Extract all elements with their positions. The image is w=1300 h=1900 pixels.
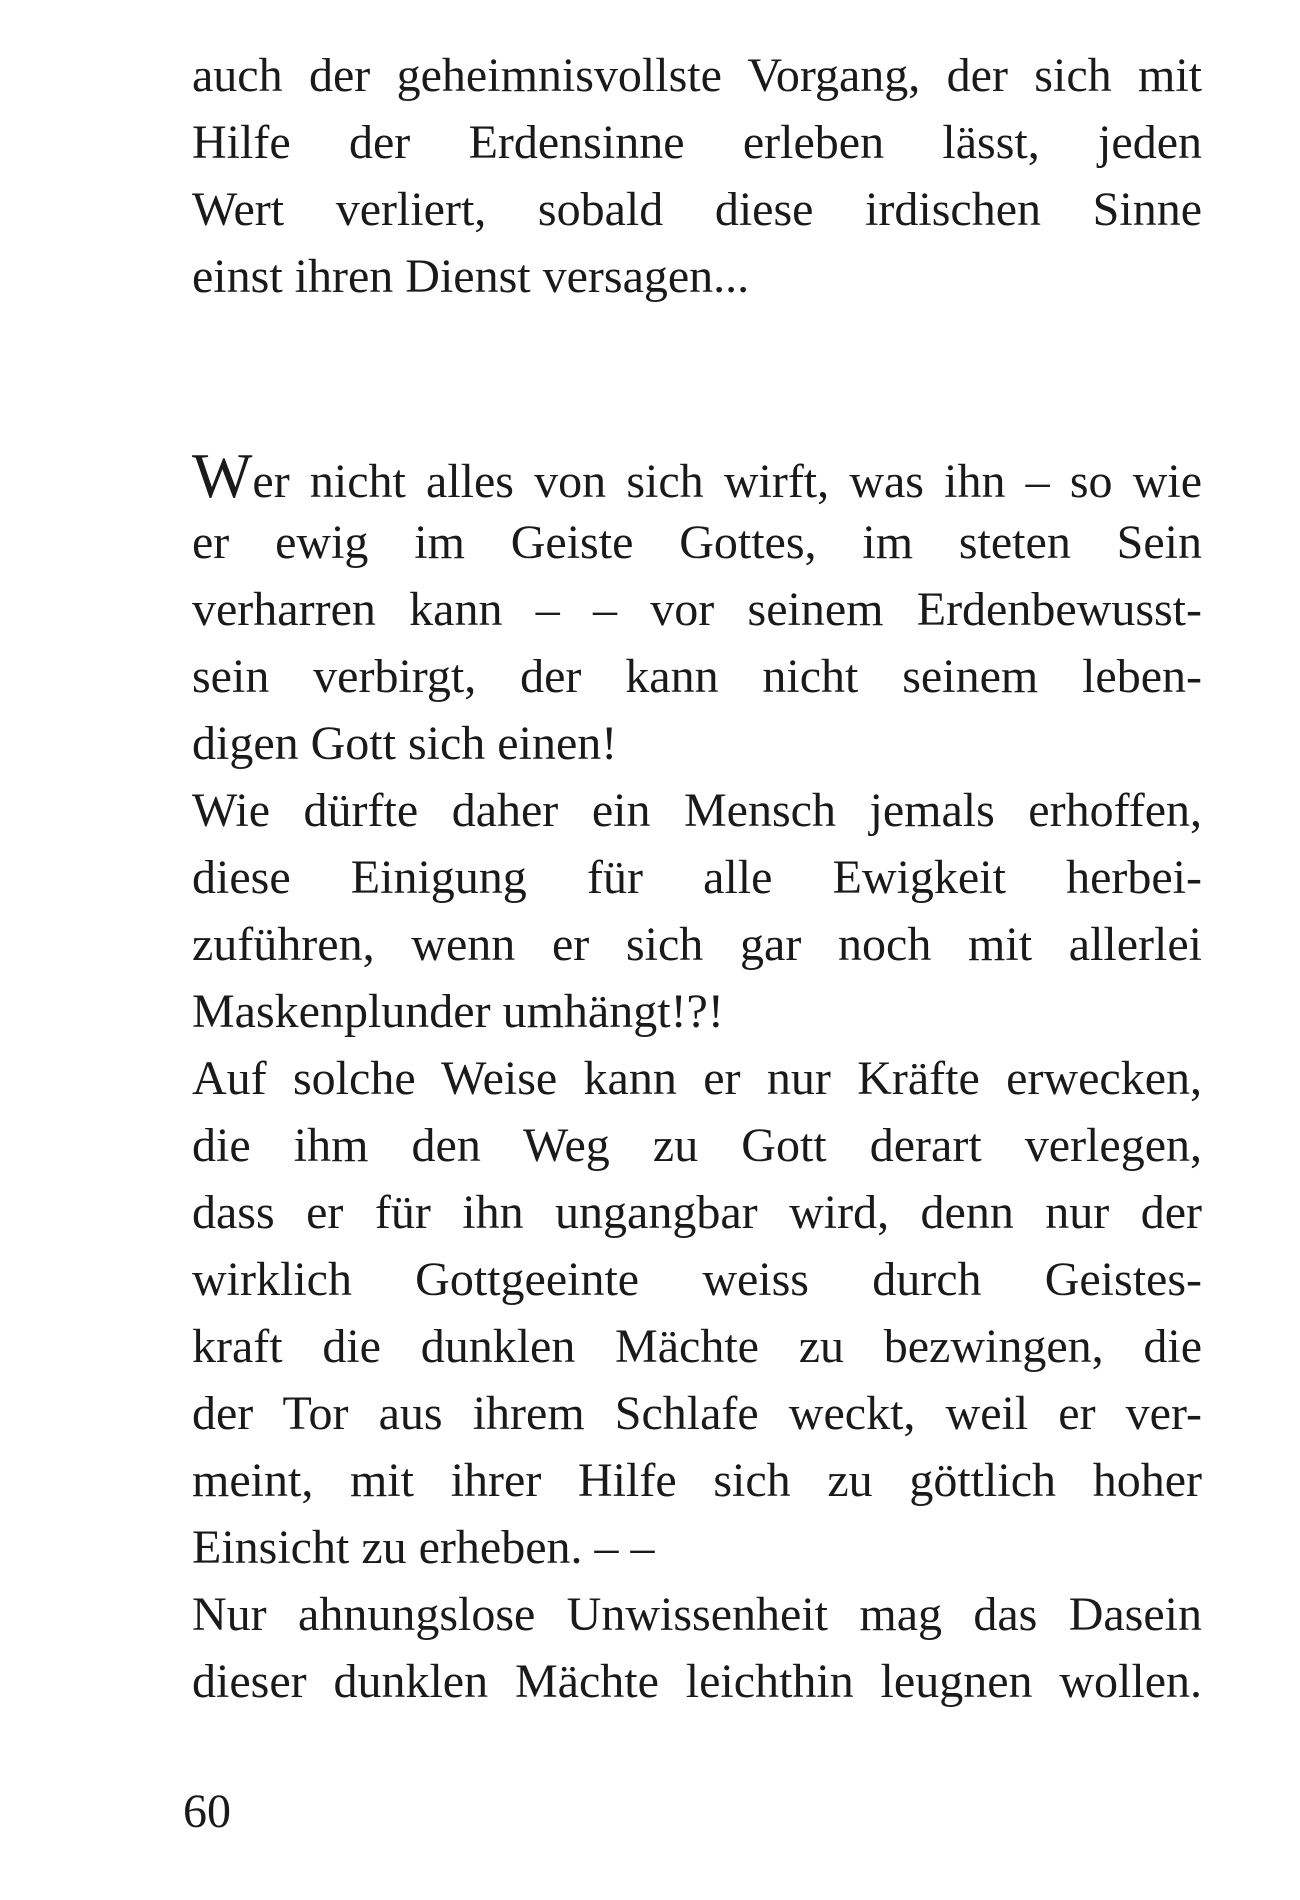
text-line: auch der geheimnisvollste Vorgang, der sich mit [192, 49, 1202, 102]
text-line: einst ihren Dienst versagen... [192, 250, 750, 303]
text-line: Maskenplunder umhängt!?! [192, 985, 724, 1038]
text-line: Wer nicht alles von sich wirft, was ihn – so wie [192, 440, 1202, 511]
text-line: dass er für ihn ungangbar wird, denn nur der [192, 1186, 1202, 1239]
text-line: meint, mit ihrer Hilfe sich zu göttlich hoher [192, 1454, 1202, 1507]
text-line: Wie dürfte daher ein Mensch jemals erhoffen, [192, 784, 1202, 837]
text-line: die ihm den Weg zu Gott derart verlegen, [192, 1119, 1202, 1172]
text-line: digen Gott sich einen! [192, 717, 618, 770]
text-line: der Tor aus ihrem Schlafe weckt, weil er ver- [192, 1387, 1202, 1440]
text-line: er ewig im Geiste Gottes, im steten Sein [192, 516, 1202, 569]
text-line: Hilfe der Erdensinne erleben lässt, jeden [192, 116, 1202, 169]
text-line: kraft die dunklen Mächte zu bezwingen, die [192, 1320, 1202, 1373]
text-line: Auf solche Weise kann er nur Kräfte erwecken, [192, 1052, 1202, 1105]
text-line: sein verbirgt, der kann nicht seinem leben- [192, 650, 1202, 703]
text-line: zuführen, wenn er sich gar noch mit allerlei [192, 918, 1202, 971]
text-line: diese Einigung für alle Ewigkeit herbei- [192, 851, 1202, 904]
text-line: wirklich Gottgeeinte weiss durch Geistes- [192, 1253, 1202, 1306]
page-number: 60 [183, 1785, 231, 1838]
text-line: Wert verliert, sobald diese irdischen Sinne [192, 183, 1202, 236]
text-line: dieser dunklen Mächte leichthin leugnen wollen. [192, 1655, 1202, 1708]
text-line: Einsicht zu erheben. – – [192, 1521, 655, 1574]
text-line: Nur ahnungslose Unwissenheit mag das Dasein [192, 1588, 1202, 1641]
text-line: verharren kann – – vor seinem Erdenbewusst- [192, 583, 1202, 636]
